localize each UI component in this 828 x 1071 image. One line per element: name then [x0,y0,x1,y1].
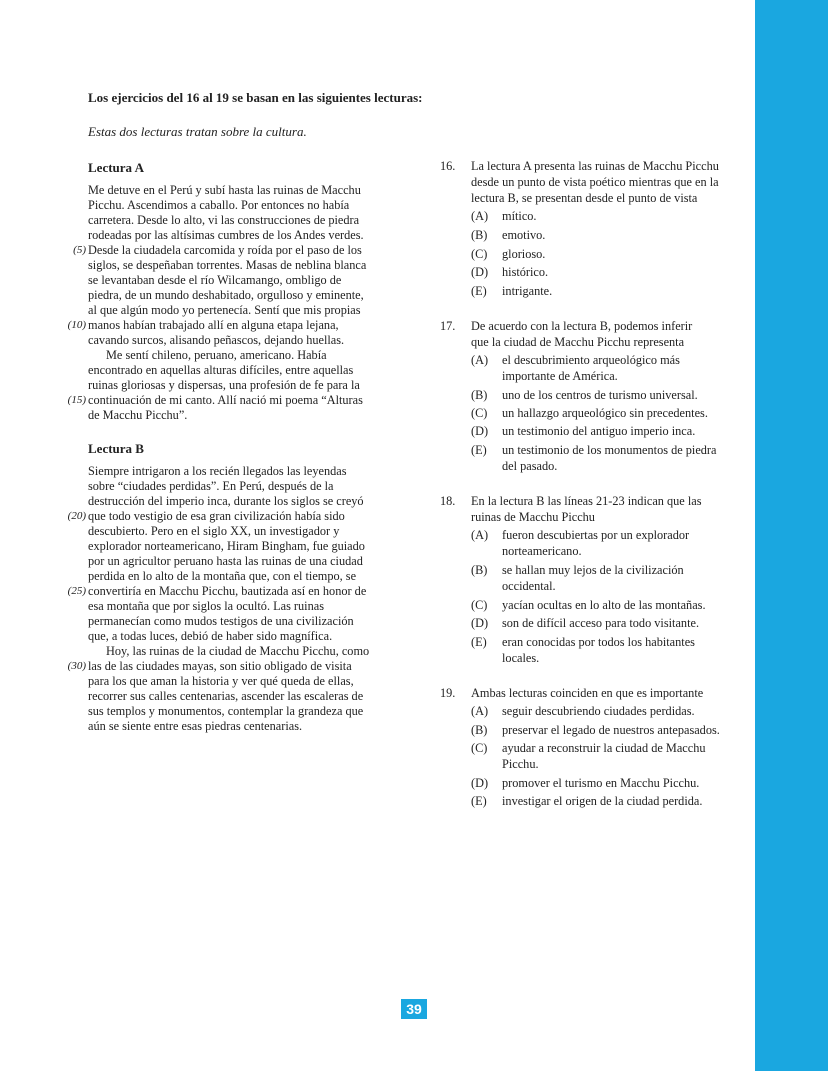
option-text: un testimonio de los monumentos de piedra del pasado. [502,443,717,473]
page-number: 39 [401,999,427,1019]
option-letter: (E) [471,794,487,808]
passage-line: carretera. Desde lo alto, vi las construcciones de piedra [88,213,360,227]
option-letter: (B) [471,228,488,242]
passage-line: aún se siente entre esas piedras centenarias. [88,719,303,733]
reading-a-body [67,183,408,423]
passage-line: permanecían como mudos testigos de una civilización [88,614,354,628]
option-text: glorioso. [502,247,546,261]
side-accent-bar [755,0,828,1071]
reading-a-title: Lectura A [88,160,144,175]
option-letter: (B) [471,723,488,737]
question-number: 16. [440,159,456,173]
option-letter: (C) [471,598,488,612]
option-text: se hallan muy lejos de la civilización occidental. [502,563,684,593]
option-letter: (A) [471,704,489,718]
option-text: un testimonio del antiguo imperio inca. [502,424,696,438]
line-number: (25) [67,585,86,597]
option-letter: (D) [471,776,489,790]
option-letter: (D) [471,616,489,630]
question-number: 17. [440,319,456,333]
passage-line: se levantaban desde el río Wilcamango, ombligo de [88,273,342,287]
passage-line: siglos, se despeñaban torrentes. Masas de neblina blanca [88,258,367,272]
option-letter: (A) [471,528,489,542]
option-letter: (B) [471,388,488,402]
option-text: promover el turismo en Macchu Picchu. [502,776,700,790]
passage-line: (30) las de las ciudades mayas, son sitio obligado de visita [88,659,408,674]
option-letter: (C) [471,247,488,261]
passage-line: encontrado en aquellas alturas difíciles, entre aquellas [88,363,354,377]
option-letter: (E) [471,635,487,649]
question-stem: La lectura A presenta las ruinas de Macchu Picchu desde un punto de vista poético mientras que en la lectura B, se presentan desde el punto de vista [471,159,719,205]
option-letter: (B) [471,563,488,577]
option-letter: (E) [471,443,487,457]
passage-line: ruinas gloriosas y dispersas, una profesión de fe para la [88,378,360,392]
passage-line: (25) convertiría en Macchu Picchu, bautizada así en honor de [88,584,408,599]
option-text: uno de los centros de turismo universal. [502,388,698,402]
question-number: 19. [440,686,456,700]
passage-line: sus templos y monumentos, contemplar la grandeza que [88,704,364,718]
intro-subtitle: Estas dos lecturas tratan sobre la cultura. [88,124,307,139]
passage-line: al que algún modo yo pertenecía. Sentí que mis propias [88,303,361,317]
passage-line: piedra, de un mundo deshabitado, orgulloso y eminente, [88,288,364,302]
passage-line: explorador norteamericano, Hiram Bingham, fue guiado [88,539,365,553]
option-text: fueron descubiertas por un explorador norteamericano. [502,528,690,558]
passage-line: cavando surcos, alisando peñascos, dejando huellas. [88,333,345,347]
option-text: mítico. [502,209,537,223]
passage-line: sobre “ciudades perdidas”. En Perú, después de la [88,479,334,493]
option-text: un hallazgo arqueológico sin precedentes. [502,406,708,420]
option-text: investigar el origen de la ciudad perdida. [502,794,703,808]
option-letter: (A) [471,209,489,223]
reading-b-title: Lectura B [88,441,144,456]
passage-line: Siempre intrigaron a los recién llegados las leyendas [88,464,347,478]
question-number: 18. [440,494,456,508]
option-text: emotivo. [502,228,546,242]
option-text: ayudar a reconstruir la ciudad de Macchu Picchu. [502,741,706,771]
passage-line: (20) que todo vestigio de esa gran civilización había sido [88,509,408,524]
intro-title: Los ejercicios del 16 al 19 se basan en las siguientes lecturas: [88,90,423,105]
passage-line: de Macchu Picchu”. [88,408,188,422]
passage-line: por un agricultor peruano hasta las ruinas de una ciudad [88,554,363,568]
option-text: son de difícil acceso para todo visitante. [502,616,700,630]
option-text: eran conocidas por todos los habitantes locales. [502,635,695,665]
reading-b-body [67,464,408,734]
option-text: seguir descubriendo ciudades perdidas. [502,704,695,718]
option-text: el descubrimiento arqueológico más importante de América. [502,353,680,383]
question-stem: Ambas lecturas coinciden en que es importante [471,686,704,700]
line-number: (10) [67,319,86,331]
option-text: intrigante. [502,284,553,298]
option-letter: (D) [471,424,489,438]
option-letter: (E) [471,284,487,298]
line-number: (15) [67,394,86,406]
line-number: (30) [67,660,86,672]
passage-line: recorrer sus calles centenarias, ascender las escaleras de [88,689,364,703]
passage-line: que, a todas luces, debió de haber sido magnífica. [88,629,333,643]
passage-line: esa montaña que por siglos la ocultó. Las ruinas [88,599,324,613]
option-letter: (D) [471,265,489,279]
question-stem: De acuerdo con la lectura B, podemos inferir que la ciudad de Macchu Picchu representa [471,319,693,349]
passage-line: descubierto. Pero en el siglo XX, un investigador y [88,524,340,538]
option-letter: (A) [471,353,489,367]
passage-line: para los que aman la historia y ver qué queda de ellas, [88,674,354,688]
passage-line: Me sentí chileno, peruano, americano. Había [106,348,327,362]
line-number: (5) [73,244,86,256]
passage-line: rodeadas por las altísimas cumbres de los Andes verdes. [88,228,364,242]
passage-line: (5) Desde la ciudadela carcomida y roída por el paso de los [88,243,408,258]
passage-line: Hoy, las ruinas de la ciudad de Macchu Picchu, como [106,644,370,658]
question-stem: En la lectura B las líneas 21-23 indican que las ruinas de Macchu Picchu [471,494,702,524]
line-number: (20) [67,510,86,522]
passage-line: perdida en lo alto de la montaña que, con el tiempo, se [88,569,357,583]
passage-line: (10) manos habían trabajado allí en alguna etapa lejana, [88,318,408,333]
option-letter: (C) [471,406,488,420]
passage-line: Picchu. Ascendimos a caballo. Por entonces no había [88,198,350,212]
passage-line: (15) continuación de mi canto. Allí nació mi poema “Alturas [88,393,408,408]
passage-line: destrucción del imperio inca, durante los siglos se creyó [88,494,364,508]
option-letter: (C) [471,741,488,755]
option-text: preservar el legado de nuestros antepasados. [502,723,720,737]
passage-line: Me detuve en el Perú y subí hasta las ruinas de Macchu [88,183,361,197]
option-text: yacían ocultas en lo alto de las montañas. [502,598,706,612]
option-text: histórico. [502,265,549,279]
